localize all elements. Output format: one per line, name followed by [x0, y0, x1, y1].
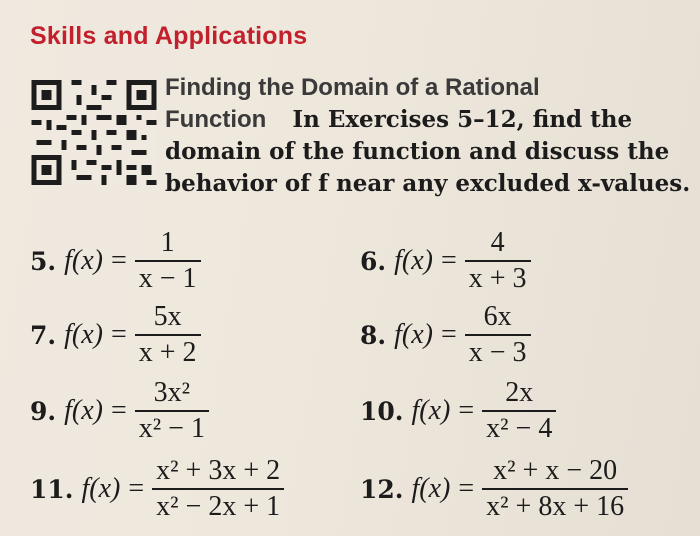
equals-sign: = — [440, 319, 457, 350]
exercise-item — [360, 378, 556, 444]
denominator: x + 2 — [138, 337, 197, 368]
fraction-bar — [465, 334, 531, 336]
function-name: f(x) — [64, 395, 103, 426]
fraction — [482, 378, 556, 444]
qr-code-icon[interactable] — [30, 80, 158, 185]
section-heading: Skills and Applications — [30, 22, 308, 50]
fraction-bar — [135, 260, 201, 262]
function-name: f(x) — [394, 245, 433, 276]
equals-sign: = — [110, 395, 127, 426]
fraction-bar — [135, 334, 201, 336]
equals-sign: = — [458, 473, 475, 504]
numerator: 5x — [153, 301, 182, 332]
fraction — [135, 302, 201, 368]
fraction-bar — [482, 410, 556, 412]
exercise-item — [30, 378, 209, 444]
fraction — [482, 456, 628, 522]
exercise-item — [30, 456, 284, 522]
function-name: f(x) — [64, 245, 103, 276]
denominator: x − 1 — [138, 263, 197, 294]
intro-text: domain of the function and discuss the — [165, 138, 670, 165]
numerator: x² + 3x + 2 — [156, 455, 281, 486]
denominator: x − 3 — [468, 337, 527, 368]
numerator: 6x — [483, 301, 512, 332]
numerator: x² + x − 20 — [493, 455, 618, 486]
function-name: f(x) — [394, 319, 433, 350]
intro-text: In Exercises 5–12, find the — [292, 106, 633, 133]
fraction — [135, 378, 209, 444]
exercise-item — [360, 456, 628, 522]
equals-sign: = — [110, 319, 127, 350]
exercise-item — [360, 302, 531, 368]
fraction-bar — [152, 488, 284, 490]
fraction — [135, 228, 201, 294]
fraction — [465, 302, 531, 368]
exercise-number: 11. — [30, 474, 74, 504]
exercise-number: 8. — [360, 320, 387, 350]
numerator: 4 — [490, 227, 505, 258]
equals-sign: = — [128, 473, 145, 504]
exercise-number: 9. — [30, 396, 57, 426]
denominator: x + 3 — [468, 263, 527, 294]
exercise-number: 12. — [360, 474, 404, 504]
fraction-bar — [482, 488, 628, 490]
function-name: f(x) — [64, 319, 103, 350]
denominator: x² − 2x + 1 — [156, 491, 281, 522]
denominator: x² − 4 — [486, 413, 553, 444]
numerator: 1 — [160, 227, 175, 258]
equals-sign: = — [458, 395, 475, 426]
function-name: f(x) — [81, 473, 121, 504]
function-name: f(x) — [411, 473, 451, 504]
fraction-bar — [465, 260, 531, 262]
exercise-item — [360, 228, 531, 294]
exercise-number: 5. — [30, 246, 57, 276]
exercise-instructions — [165, 72, 691, 200]
equals-sign: = — [110, 245, 127, 276]
denominator: x² + 8x + 16 — [486, 491, 625, 522]
exercise-number: 6. — [360, 246, 387, 276]
equals-sign: = — [440, 245, 457, 276]
denominator: x² − 1 — [138, 413, 205, 444]
exercise-number: 10. — [360, 396, 404, 426]
fraction — [465, 228, 531, 294]
intro-title-cont: Function — [165, 106, 267, 133]
numerator: 3x² — [153, 377, 191, 408]
intro-text: behavior of f near any excluded x-values. — [165, 170, 691, 197]
exercise-number: 7. — [30, 320, 57, 350]
exercise-item — [30, 302, 201, 368]
intro-title: Finding the Domain of a Rational — [165, 74, 540, 101]
exercise-item — [30, 228, 201, 294]
numerator: 2x — [505, 377, 534, 408]
fraction-bar — [135, 410, 209, 412]
fraction — [152, 456, 284, 522]
function-name: f(x) — [411, 395, 451, 426]
